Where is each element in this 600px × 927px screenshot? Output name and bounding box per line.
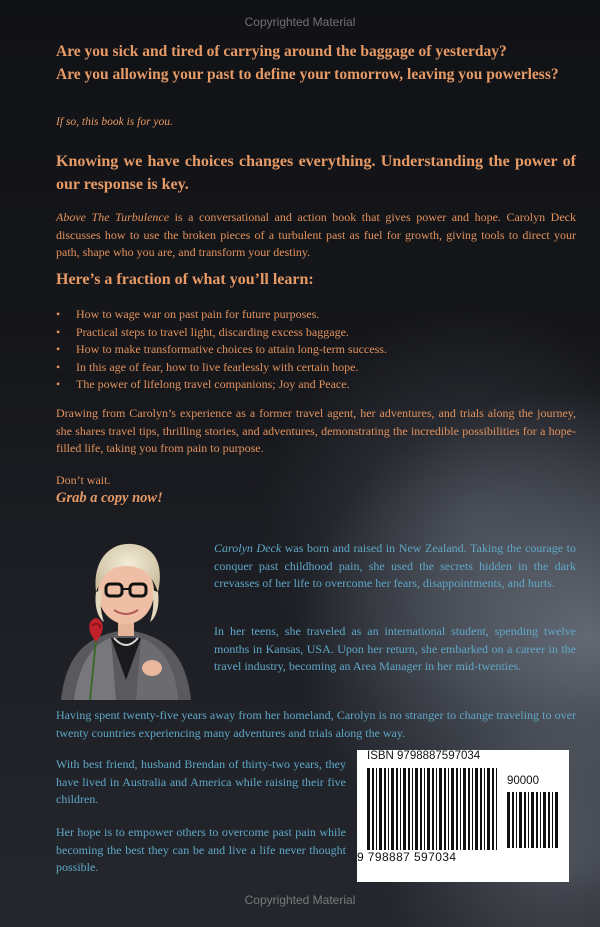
list-item <box>56 376 576 394</box>
bullet-icon: • <box>56 342 61 356</box>
dont-wait-text: Don’t wait. <box>56 473 111 487</box>
bio-paragraph-4: With best friend, husband Brendan of thirty-two years, they have lived in Australia and America while raising their five children. <box>56 757 346 806</box>
bio-text-1: was born and raised in New Zealand. Taking the courage to conquer past childhood pain, she used the secrets hidden in the dark crevasses of her life to overcome her fears, disappointments, and hurts. <box>214 541 576 590</box>
isbn-barcode <box>357 750 569 882</box>
list-item <box>56 341 576 359</box>
bullet-icon: • <box>56 324 61 339</box>
learn-list <box>56 306 576 394</box>
experience-paragraph: Drawing from Carolyn’s experience as a former travel agent, her adventures, and trials along the journey, she shares travel tips, thrilling stories, and adventures, demonstrating the incredible possibilities for a hope-filled life, taking you from pain to purpose. <box>56 406 576 455</box>
description-paragraph <box>56 209 576 262</box>
list-item-text: In this age of fear, how to live fearlessly with certain hope. <box>76 359 359 374</box>
list-item-text: How to wage war on past pain for future purposes. <box>76 307 320 321</box>
bio-paragraph-5: Her hope is to empower others to overcome past pain while becoming the best they can be and live a life never thought possible. <box>56 825 346 874</box>
intro-note: If so, this book is for you. <box>56 116 173 128</box>
bullet-icon: • <box>56 307 61 321</box>
bio-paragraph-1 <box>214 540 576 593</box>
author-name: Carolyn Deck <box>214 541 282 555</box>
price-code: 90000 <box>507 775 539 787</box>
list-item-text: How to make transformative choices to attain long-term success. <box>76 342 387 356</box>
choices-heading: Knowing we have choices changes everything. Understanding the power of our response is key. <box>56 153 576 193</box>
bullet-icon: • <box>56 359 61 374</box>
list-item <box>56 359 576 377</box>
list-item <box>56 306 576 324</box>
book-title: Above The Turbulence <box>56 210 170 224</box>
learn-heading: Here’s a fraction of what you’ll learn: <box>56 271 314 288</box>
grab-copy-text: Grab a copy now! <box>56 490 163 506</box>
intro-question-1: Are you sick and tired of carrying around the baggage of yesterday? <box>56 43 507 60</box>
barcode-bars <box>367 768 499 850</box>
bio-paragraph-3: Having spent twenty-five years away from her homeland, Carolyn is no stranger to change traveling to over twenty countries experiencing many adventures and trials along the way. <box>56 708 576 740</box>
list-item-text: Practical steps to travel light, discarding excess baggage. <box>76 324 349 339</box>
watermark-bottom: Copyrighted Material <box>244 893 356 907</box>
list-item-text: The power of lifelong travel companions; Joy and Peace. <box>76 377 350 391</box>
list-item <box>56 324 576 342</box>
bio-paragraph-2: In her teens, she traveled as an international student, spending twelve months in Kansas, USA. Upon her return, she embarked on a career in the travel industry, becoming an Area Manager in her mid-twenties. <box>214 624 576 673</box>
description-text: is a conversational and action book that gives power and hope. Carolyn Deck discusses how to use the broken pieces of a turbulent past as fuel for growth, giving tools to direct your path, shape who you are, and transform your destiny. <box>56 210 576 259</box>
watermark-top: Copyrighted Material <box>244 15 356 29</box>
addon-barcode-bars <box>507 792 559 862</box>
intro-question-2: Are you allowing your past to define your tomorrow, leaving you powerless? <box>56 66 559 83</box>
bullet-icon: • <box>56 377 61 391</box>
ean-digits: 9 798887 597034 <box>357 850 457 864</box>
author-photo <box>56 530 196 700</box>
isbn-label: ISBN 9798887597034 <box>367 750 481 762</box>
